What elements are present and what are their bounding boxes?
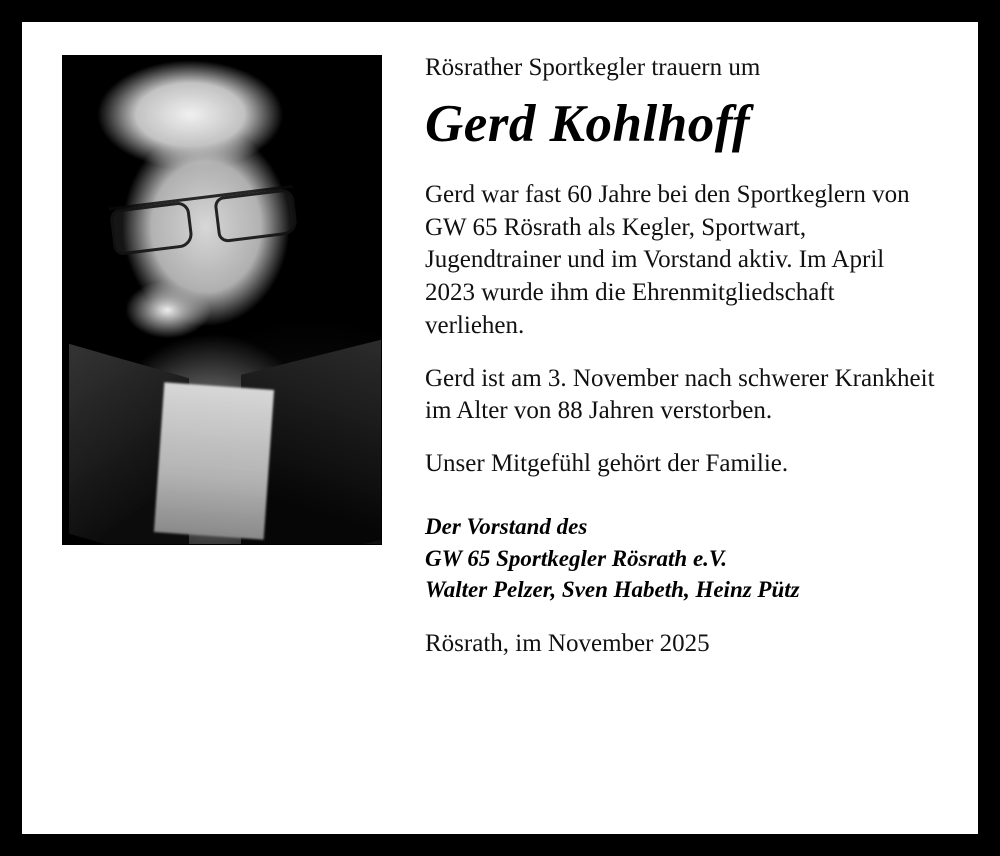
glasses-icon — [109, 185, 299, 256]
portrait-image — [63, 56, 381, 544]
biography-paragraph: Gerd war fast 60 Jahre bei den Sportkeglern von GW 65 Rösrath als Kegler, Sportwart, Jugendtrainer und im Vorstand aktiv. Im April 2023 wurde ihm die Ehrenmitgliedschaft verliehen. — [425, 180, 910, 339]
passing-paragraph: Gerd ist am 3. November nach schwerer Krankheit im Alter von 88 Jahren verstorben. — [425, 364, 935, 425]
signature-line-2: GW 65 Sportkegler Rösrath e.V. — [425, 545, 728, 571]
portrait-photo — [62, 55, 382, 545]
obituary-card — [22, 22, 978, 834]
text-column — [417, 22, 978, 834]
mourners-line: Rösrather Sportkegler trauern um — [425, 54, 761, 81]
signature-block — [425, 511, 938, 606]
shirt-collar-shape — [154, 382, 274, 539]
signature-line-3: Walter Pelzer, Sven Habeth, Heinz Pütz — [425, 577, 800, 603]
deceased-name: Gerd Kohlhoff — [425, 95, 751, 154]
place-and-date: Rösrath, im November 2025 — [425, 630, 710, 658]
condolence-paragraph: Unser Mitgefühl gehört der Familie. — [425, 450, 789, 478]
photo-column — [22, 22, 417, 834]
signature-line-1: Der Vorstand des — [425, 513, 588, 539]
